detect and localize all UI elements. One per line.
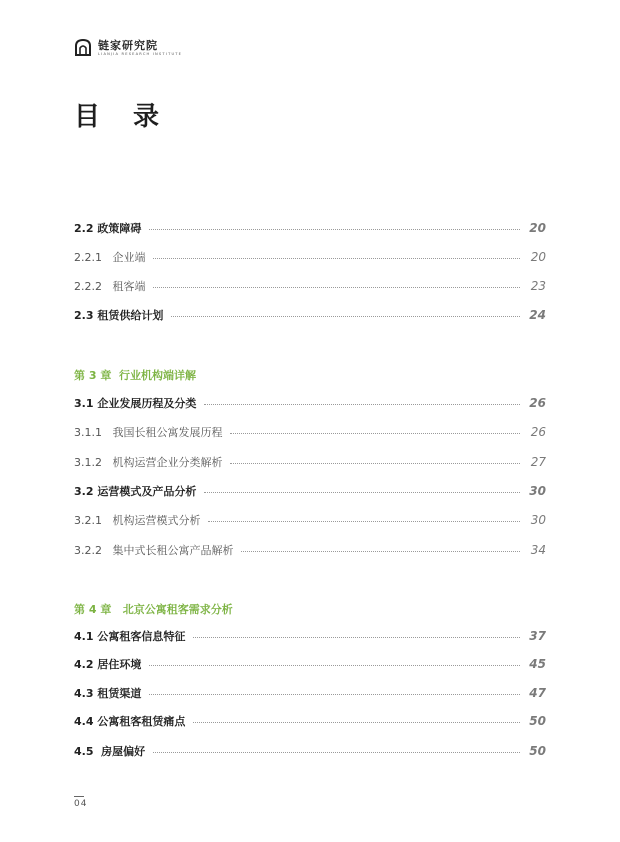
toc-label: 企业发展历程及分类 [97,397,197,410]
dot-leader [204,492,520,493]
toc-entry[interactable] [74,247,546,267]
toc-label: 租客端 [112,280,146,293]
toc-page: 50 [529,714,546,728]
toc-number: 3.1.1 [74,425,113,439]
toc-page: 20 [529,221,546,235]
dot-leader [208,521,520,522]
chapter-heading[interactable]: 第 3 章 行业机构端详解 [74,369,196,382]
toc-label: 租赁渠道 [97,687,142,700]
logo-text [98,40,182,57]
toc-number: 4.4 [74,714,98,728]
toc-page: 26 [530,425,546,439]
toc-label: 机构运营企业分类解析 [112,456,223,469]
dot-leader [149,665,520,666]
toc-label: 企业端 [112,251,146,264]
toc-entry[interactable] [74,741,546,761]
toc-entry[interactable] [74,540,546,560]
toc-number: 4.5 [74,744,102,758]
toc-page: 37 [529,629,546,643]
dot-leader [230,433,520,434]
logo-chinese: 链家研究院 [98,38,158,52]
toc-label: 机构运营模式分析 [112,514,201,527]
toc-entry[interactable] [74,626,546,646]
toc-entry[interactable] [74,393,546,413]
toc-page: 24 [529,308,546,322]
dot-leader [153,258,520,259]
toc-label: 居住环境 [97,658,142,671]
toc-label: 政策障碍 [97,222,142,235]
toc-page: 47 [529,686,546,700]
toc-number: 4.1 [74,629,98,643]
footer-rule [74,796,84,797]
dot-leader [193,722,520,723]
toc-number: 4.2 [74,657,98,671]
toc-label: 运营模式及产品分析 [97,485,197,498]
toc-entry[interactable] [74,422,546,442]
dot-leader [171,316,520,317]
toc-page: 34 [530,543,546,557]
chapter-heading[interactable]: 第 4 章 北京公寓租客需求分析 [74,603,233,616]
toc-page: 27 [530,455,546,469]
toc-page: 20 [530,250,546,264]
toc-number: 2.2 [74,221,98,235]
dot-leader [149,694,520,695]
toc-number: 4.3 [74,686,98,700]
toc-entry[interactable] [74,305,546,325]
dot-leader [153,752,520,753]
toc-page: 30 [530,513,546,527]
toc-page: 45 [529,657,546,671]
toc-entry[interactable] [74,452,546,472]
toc-number: 3.1.2 [74,455,113,469]
toc-number: 2.3 [74,308,98,322]
toc-number: 3.2 [74,484,98,498]
toc-label: 我国长租公寓发展历程 [112,426,223,439]
toc-entry[interactable] [74,654,546,674]
toc-number: 3.2.2 [74,543,113,557]
toc-number: 3.2.1 [74,513,113,527]
header [72,37,182,59]
page-number: 04 [74,799,88,809]
dot-leader [193,637,520,638]
toc-number: 2.2.1 [74,250,113,264]
toc-entry[interactable] [74,711,546,731]
dot-leader [149,229,520,230]
logo-english: LIANJIA RESEARCH INSTITUTE [98,51,183,56]
toc-label: 房屋偏好 [101,745,146,758]
toc-number: 2.2.2 [74,279,113,293]
toc-label: 公寓租客信息特征 [97,630,186,643]
toc-number: 3.1 [74,396,98,410]
toc-entry[interactable] [74,683,546,703]
toc-entry[interactable] [74,276,546,296]
lianjia-logo-icon [72,37,94,59]
dot-leader [153,287,520,288]
toc-label: 集中式长租公寓产品解析 [112,544,234,557]
toc-label: 租赁供给计划 [97,309,164,322]
toc-entry[interactable] [74,481,546,501]
toc-page: 26 [529,396,546,410]
toc-label: 公寓租客租赁痛点 [97,715,186,728]
dot-leader [230,463,520,464]
toc-page: 23 [530,279,546,293]
toc-entry[interactable] [74,510,546,530]
dot-leader [241,551,520,552]
toc-page: 50 [529,744,546,758]
toc-entry[interactable] [74,218,546,238]
page-title: 目 录 [74,102,172,132]
dot-leader [204,404,520,405]
toc-page: 30 [529,484,546,498]
